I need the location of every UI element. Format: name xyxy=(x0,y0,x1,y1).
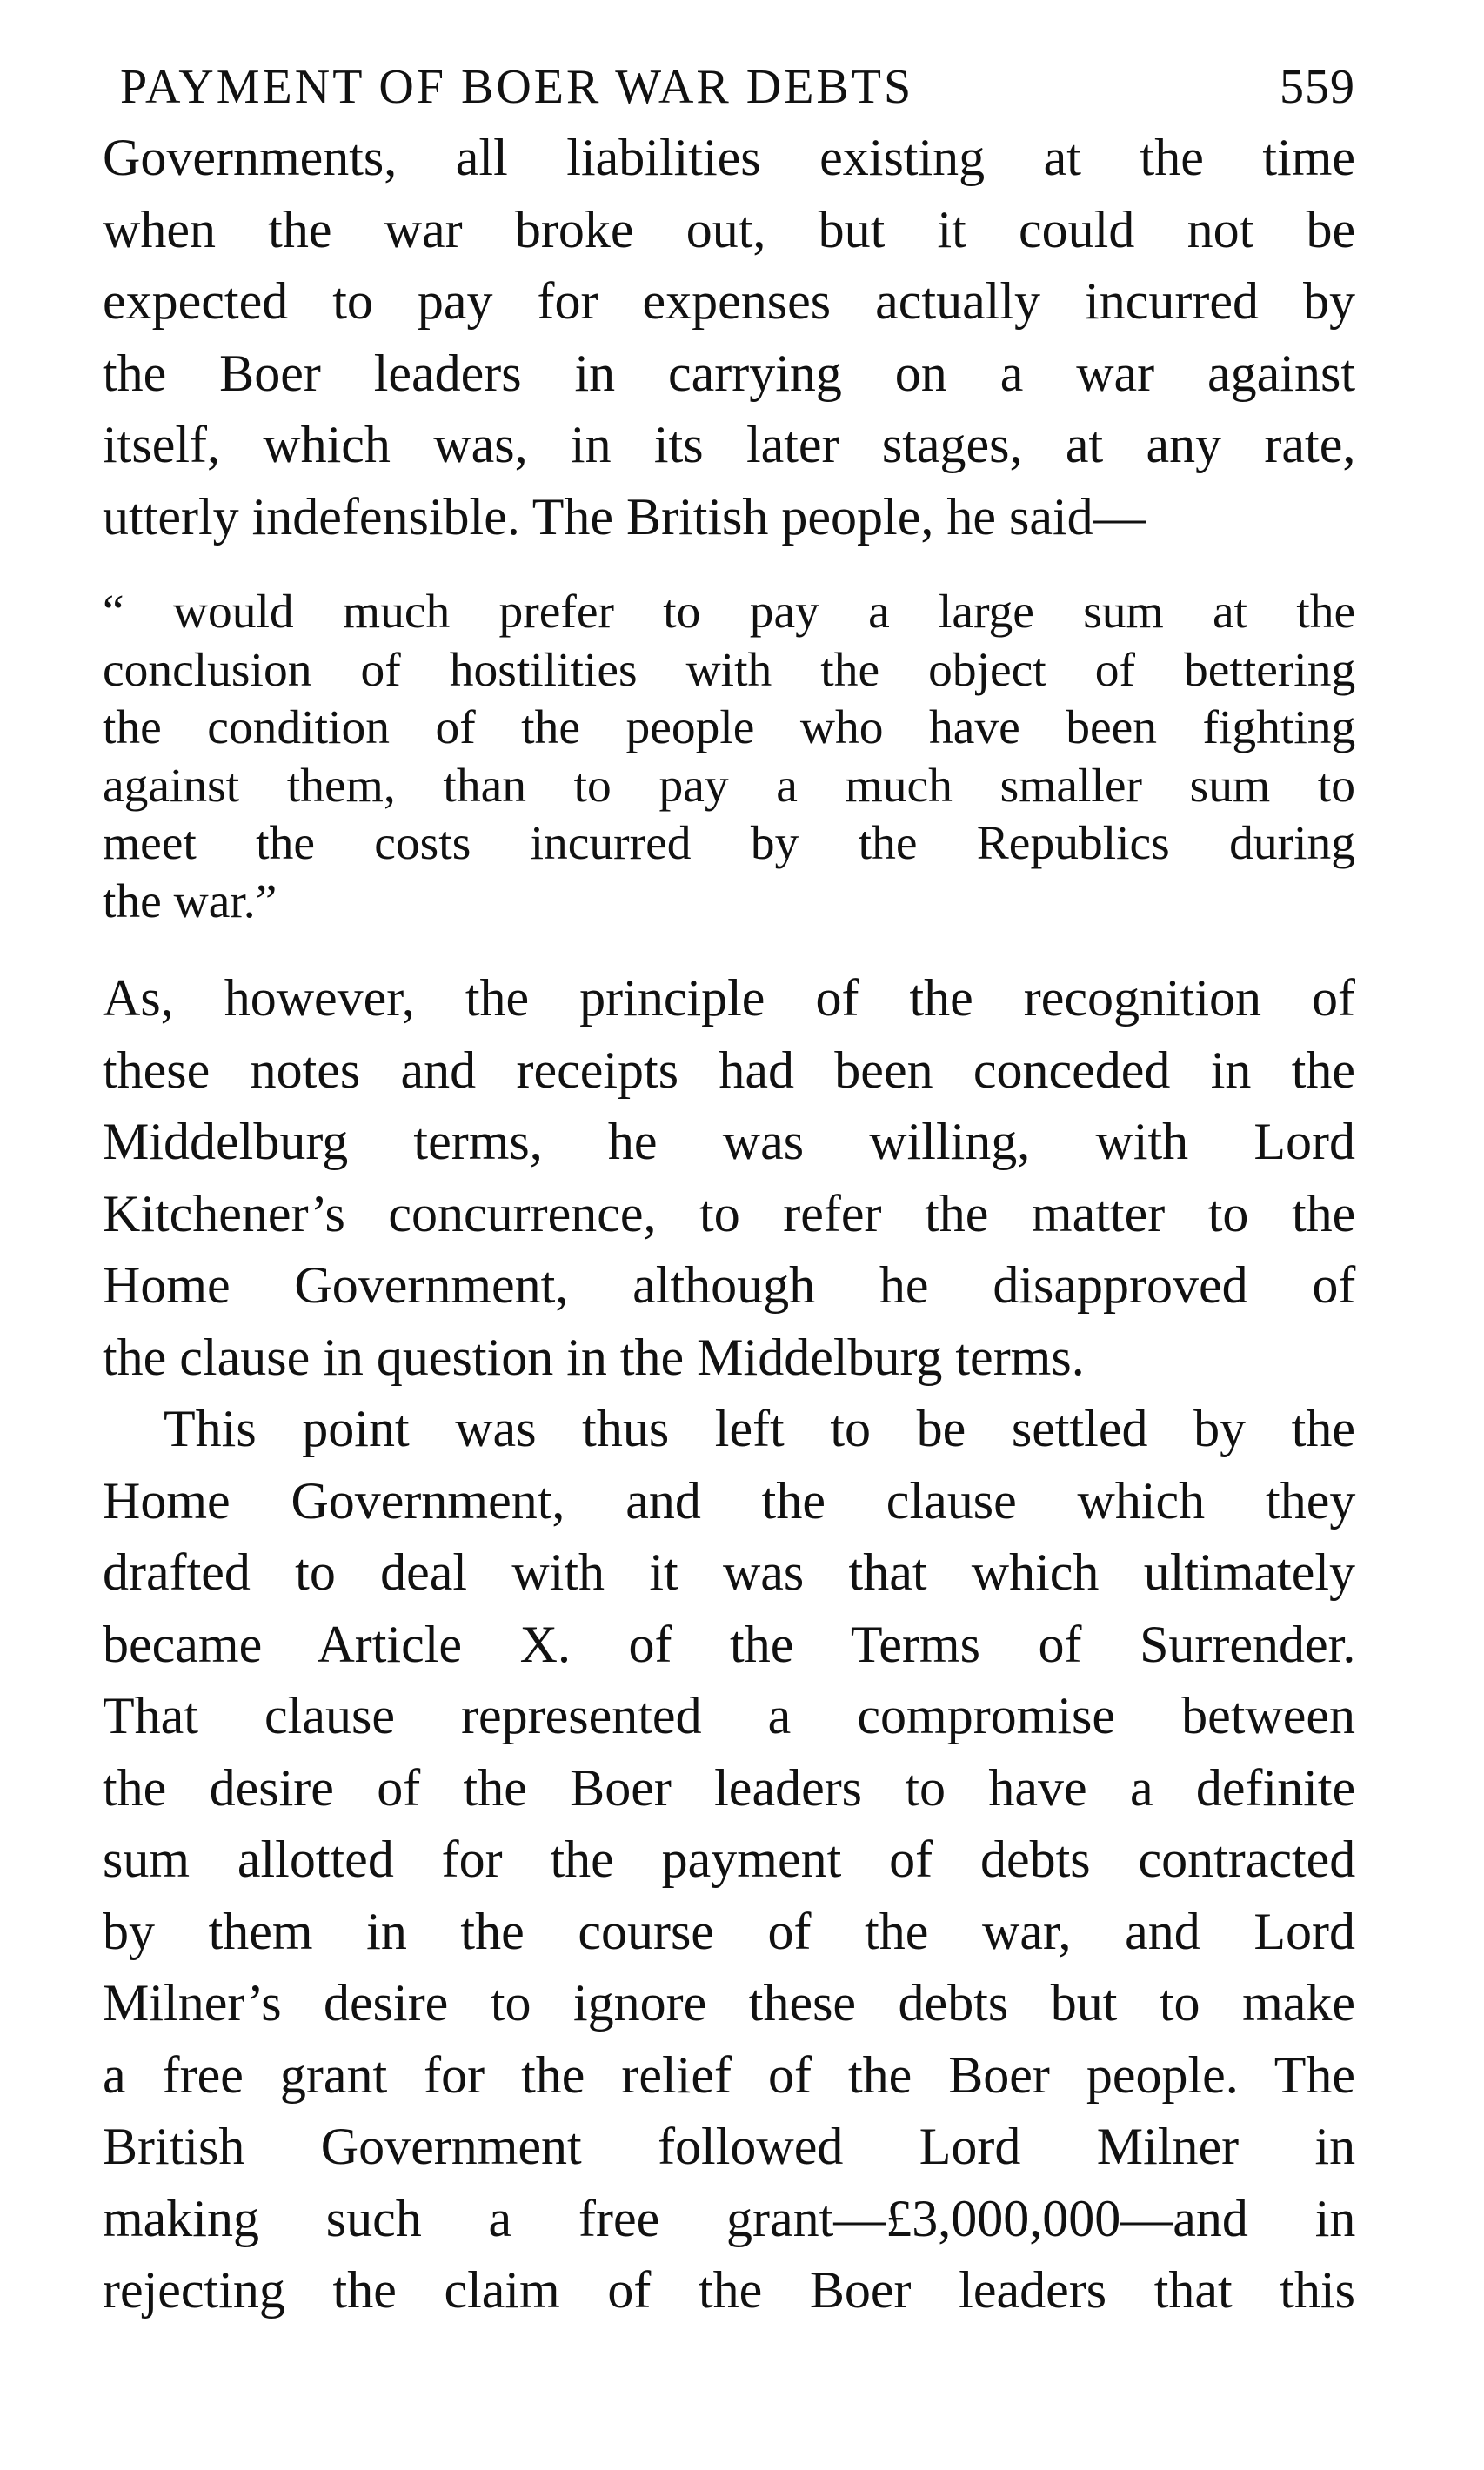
quote-line: the condition of the people who have been fighting xyxy=(103,701,1356,754)
text-line: expected to pay for expenses actually incurred by xyxy=(103,272,1355,330)
text-line: making such a free grant—£3,000,000—and in xyxy=(103,2189,1356,2247)
text-line: Kitchener’s concurrence, to refer the matter to the xyxy=(103,1184,1356,1242)
quote-line: meet the costs incurred by the Republics during xyxy=(103,817,1355,870)
quote-line: the war.” xyxy=(103,874,277,928)
text-line: the Boer leaders in carrying on a war against xyxy=(103,344,1355,402)
text-line: rejecting the claim of the Boer leaders that this xyxy=(103,2261,1355,2319)
page-number: 559 xyxy=(1280,60,1355,114)
text-line: by them in the course of the war, and Lord xyxy=(103,1902,1355,1960)
text-line: Middelburg terms, he was willing, with Lord xyxy=(103,1113,1355,1170)
quote-line: against them, than to pay a much smaller sum to xyxy=(103,759,1355,813)
paragraph-continued xyxy=(103,122,1355,552)
text-line: these notes and receipts had been conceded in the xyxy=(103,1041,1355,1099)
paragraph xyxy=(103,1393,1355,2326)
text-line: became Article X. of the Terms of Surrender. xyxy=(103,1615,1356,1673)
quote-line: “ would much prefer to pay a large sum at the xyxy=(103,586,1356,639)
book-page xyxy=(103,52,1355,2326)
text-line: British Government followed Lord Milner in xyxy=(103,2118,1356,2175)
running-head xyxy=(103,52,1355,122)
text-line: the desire of the Boer leaders to have a definite xyxy=(103,1758,1356,1817)
paragraph xyxy=(103,962,1355,1393)
text-line: That clause represented a compromise between xyxy=(103,1687,1355,1744)
text-line: sum allotted for the payment of debts contracted xyxy=(103,1831,1356,1888)
text-line: This point was thus left to be settled by the xyxy=(164,1400,1355,1457)
text-line: drafted to deal with it was that which ultimately xyxy=(103,1543,1355,1601)
text-line: As, however, the principle of the recognition of xyxy=(103,969,1355,1027)
text-line: Governments, all liabilities existing at the time xyxy=(103,129,1355,186)
text-line: utterly indefensible. The British people, he said— xyxy=(103,487,1146,546)
quote-line: conclusion of hostilities with the object of bettering xyxy=(103,643,1356,697)
text-line: Home Government, although he disapproved of xyxy=(103,1256,1356,1314)
text-line: Milner’s desire to ignore these debts but to make xyxy=(103,1974,1355,2032)
text-line: Home Government, and the clause which they xyxy=(103,1471,1356,1530)
text-line: a free grant for the relief of the Boer people. The xyxy=(103,2045,1355,2104)
text-line: when the war broke out, but it could not be xyxy=(103,200,1356,258)
running-head-title: PAYMENT OF BOER WAR DEBTS xyxy=(120,60,914,114)
text-line: the clause in question in the Middelburg terms. xyxy=(103,1328,1085,1386)
text-line: itself, which was, in its later stages, at any rate, xyxy=(103,416,1356,473)
block-quotation xyxy=(103,584,1355,931)
